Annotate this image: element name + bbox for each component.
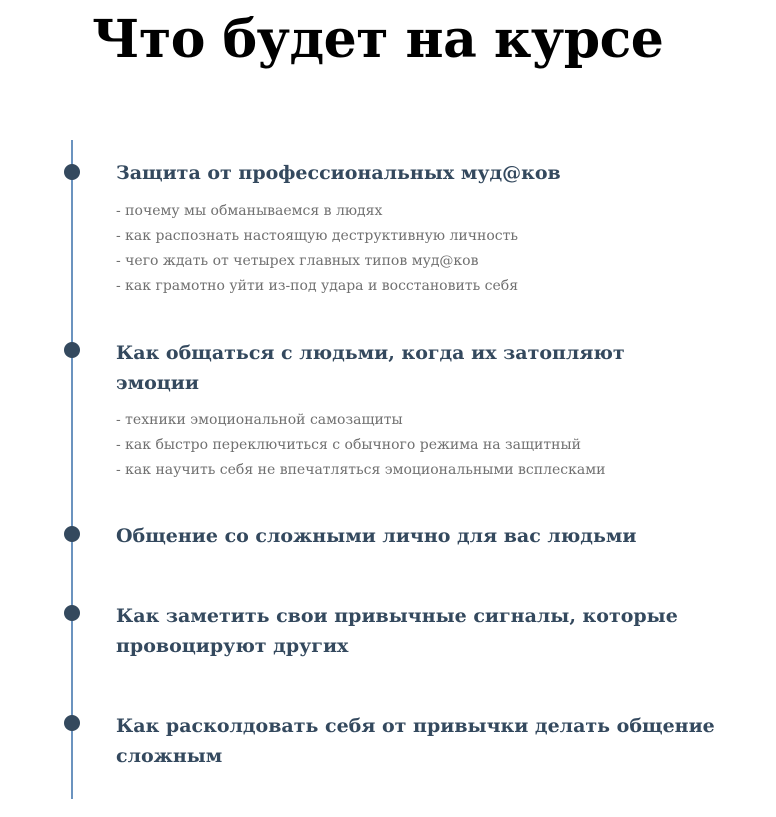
item-title: Как расколдовать себя от привычки делать общение сложным — [116, 715, 715, 767]
timeline-dot-icon — [64, 715, 80, 731]
item-title: Защита от профессиональных муд@ков — [116, 162, 561, 184]
bullet-text: - как научить себя не впечатляться эмоциональными всплесками — [116, 462, 606, 478]
page-title: Что будет на курсе — [92, 9, 664, 70]
timeline-dot-icon — [64, 342, 80, 358]
item-bullets — [116, 199, 518, 299]
bullet-text: - как грамотно уйти из-под удара и восстановить себя — [116, 278, 519, 294]
timeline-dot-icon — [64, 164, 80, 180]
bullet-text: - как распознать настоящую деструктивную личность — [116, 228, 518, 244]
bullet-text: - почему мы обманываемся в людях — [116, 203, 383, 219]
item-title: Общение со сложными лично для вас людьми — [116, 525, 637, 547]
bullet-text: - чего ждать от четырех главных типов муд@ков — [116, 253, 479, 269]
item-title: Как заметить свои привычные сигналы, которые провоцируют других — [116, 605, 678, 657]
timeline-dot-icon — [64, 526, 80, 542]
bullet-text: - техники эмоциональной самозащиты — [116, 412, 403, 428]
item-title: Как общаться с людьми, когда их затопляют эмоции — [116, 342, 625, 394]
item-bullets — [116, 408, 605, 483]
bullet-text: - как быстро переключиться с обычного режима на защитный — [116, 437, 581, 453]
timeline-line — [71, 140, 73, 799]
timeline-dot-icon — [64, 605, 80, 621]
